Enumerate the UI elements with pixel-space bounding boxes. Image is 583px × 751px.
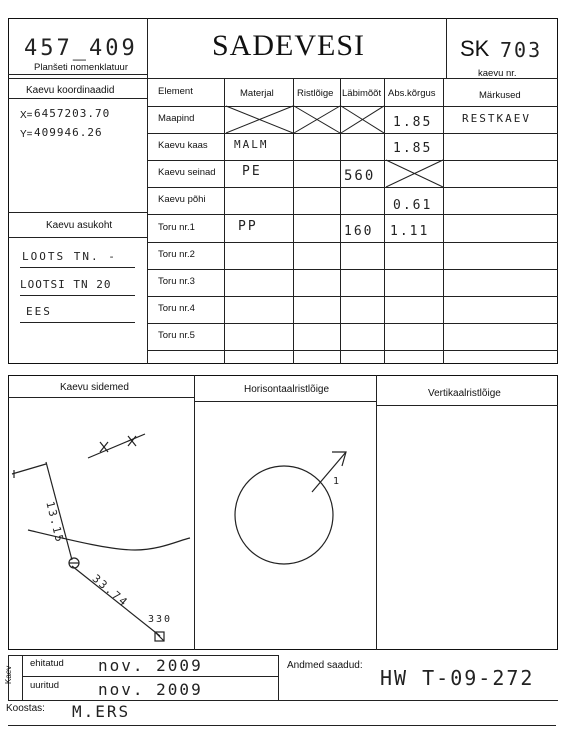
seinad-labimoot: 560	[344, 168, 376, 184]
location-line-1: LOOTS TN. -	[22, 250, 117, 263]
location-line-3: EES	[26, 305, 52, 318]
author-label: Koostas:	[6, 703, 45, 714]
y-label: Y=	[20, 129, 33, 140]
tie-2-distance: 33.74	[89, 572, 132, 610]
y-value: 409946.26	[34, 126, 103, 139]
sheet-number: 457_409	[24, 36, 138, 61]
source-value: HW T-09-272	[380, 666, 535, 690]
well-number: 703	[500, 38, 543, 62]
built-value: nov. 2009	[98, 656, 203, 675]
row-label-toru-3: Toru nr.3	[158, 276, 195, 287]
location-line-2: LOOTSI TN 20	[20, 278, 112, 291]
maapind-markused: RESTKAEV	[462, 112, 531, 125]
arrow-label: 1	[333, 476, 342, 487]
surveyed-value: nov. 2009	[98, 680, 203, 699]
row-label-maapind: Maapind	[158, 113, 195, 124]
kaas-abs: 1.85	[393, 141, 433, 156]
seinad-materjal: PE	[242, 164, 262, 179]
page-title: SADEVESI	[212, 29, 366, 62]
ties-heading: Kaevu sidemed	[60, 382, 129, 393]
x-value: 6457203.70	[34, 107, 111, 120]
author-value: M.ERS	[72, 702, 131, 721]
row-label-toru-4: Toru nr.4	[158, 303, 195, 314]
built-label: ehitatud	[30, 658, 64, 669]
well-label: kaevu nr.	[478, 68, 517, 79]
row-label-toru-5: Toru nr.5	[158, 330, 195, 341]
col-header-labimoot: Läbimõõt	[342, 88, 382, 99]
sheet-label: Planšeti nomenklatuur	[34, 62, 128, 73]
tie-3-distance: 330	[148, 614, 173, 625]
toru1-labimoot: 160	[344, 224, 374, 239]
col-header-markused: Märkused	[479, 90, 521, 101]
side-label: Kaev	[4, 665, 13, 684]
row-label-toru-2: Toru nr.2	[158, 249, 195, 260]
col-header-ristloige: Ristlõige	[297, 88, 334, 99]
row-label-toru-1: Toru nr.1	[158, 222, 195, 233]
col-header-abs-korgus: Abs.kõrgus	[388, 88, 436, 99]
x-label: X=	[20, 110, 33, 121]
toru1-materjal: PP	[238, 219, 258, 234]
row-label-kaevu-seinad: Kaevu seinad	[158, 167, 216, 178]
location-heading: Kaevu asukoht	[46, 220, 113, 231]
tie-1-distance: 13.15	[43, 500, 67, 545]
kaas-materjal: MALM	[234, 138, 269, 151]
col-header-element: Element	[158, 86, 193, 97]
pohi-abs: 0.61	[393, 198, 433, 213]
coordinates-heading: Kaevu koordinaadid	[26, 85, 115, 96]
toru1-abs: 1.11	[390, 224, 430, 239]
surveyed-label: uuritud	[30, 680, 60, 691]
well-prefix: SK	[460, 36, 490, 61]
maapind-abs: 1.85	[393, 115, 433, 130]
col-header-materjal: Materjal	[240, 88, 274, 99]
source-label: Andmed saadud:	[287, 660, 363, 671]
row-label-kaevu-kaas: Kaevu kaas	[158, 140, 208, 151]
vertical-section-heading: Vertikaalristlõige	[428, 388, 501, 399]
horizontal-section-heading: Horisontaalristlõige	[244, 384, 330, 395]
row-label-kaevu-pohi: Kaevu põhi	[158, 194, 206, 205]
